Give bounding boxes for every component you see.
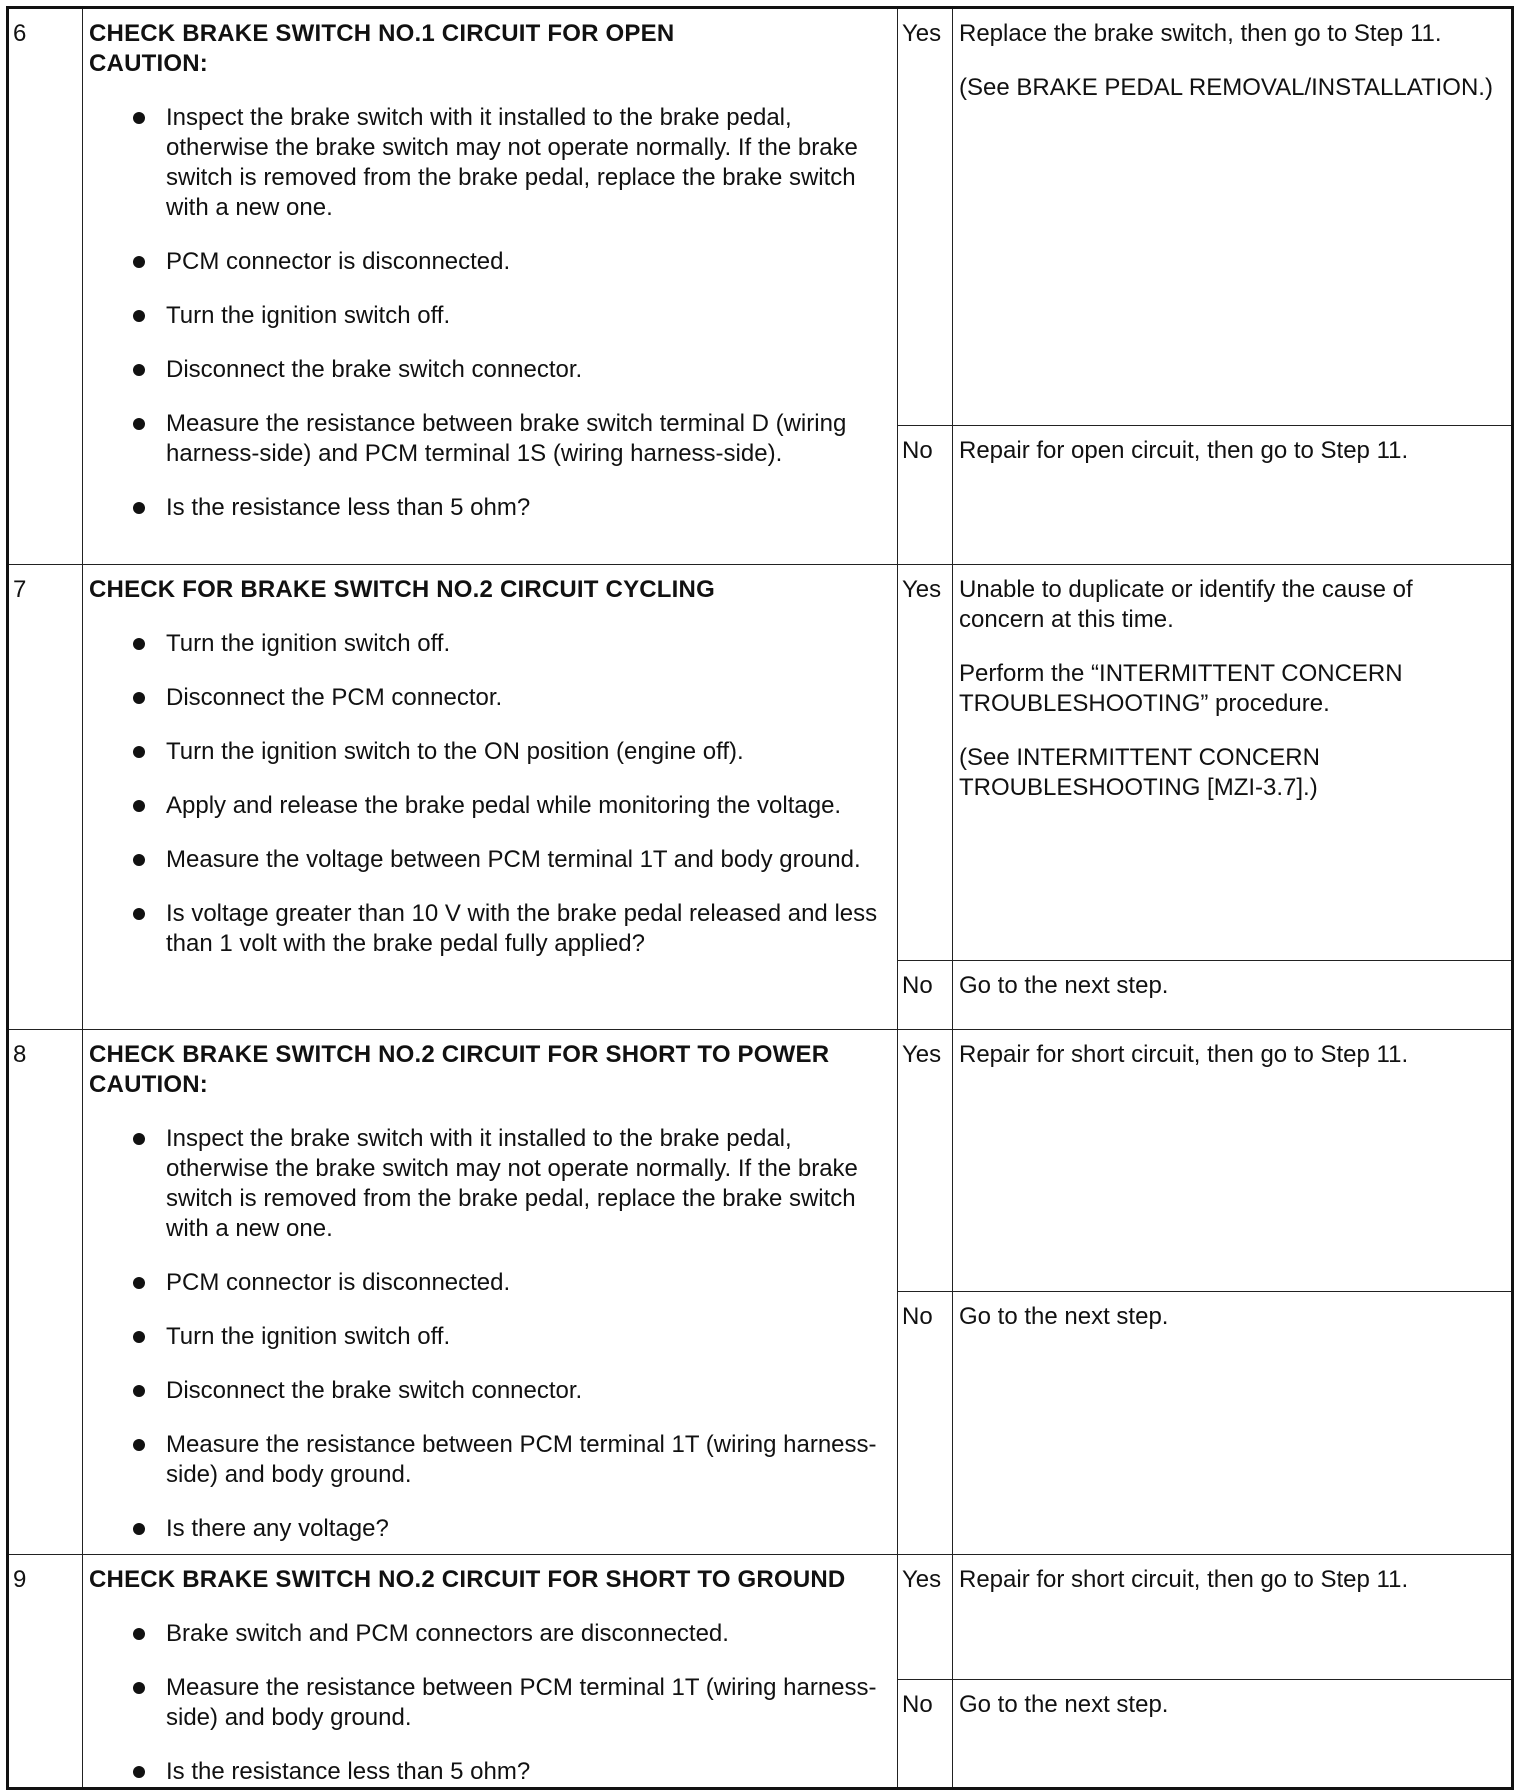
no-action-cell — [953, 426, 1513, 565]
step-title: CHECK BRAKE SWITCH NO.2 CIRCUIT FOR SHORT TO GROUND — [89, 1566, 846, 1593]
no-action-text: Repair for open circuit, then go to Step 11. — [959, 437, 1409, 464]
step-number: 7 — [8, 565, 83, 1030]
yes-label: Yes — [898, 8, 953, 426]
step-bullet-item: Inspect the brake switch with it installed to the brake pedal, otherwise the brake switch may not operate normally. If the brake switch is removed from the brake pedal, replace the brake switch with a new one. — [89, 103, 889, 223]
step-bullet-item: Turn the ignition switch off. — [89, 629, 889, 659]
step-bullet-item: Turn the ignition switch off. — [89, 1322, 889, 1352]
step-bullet-list — [89, 629, 889, 959]
step-bullet-item: Is voltage greater than 10 V with the brake pedal released and less than 1 volt with the brake pedal fully applied? — [89, 899, 889, 959]
caution-label: CAUTION: — [89, 1071, 208, 1098]
step-bullet-item: Turn the ignition switch off. — [89, 301, 889, 331]
step-bullet-list — [89, 1619, 889, 1787]
yes-action-cell — [953, 1555, 1513, 1680]
no-action-text: Go to the next step. — [959, 1690, 1169, 1718]
no-label: No — [898, 961, 953, 1030]
step-check-cell — [83, 1030, 898, 1555]
no-action-text: Go to the next step. — [959, 1303, 1169, 1330]
step-bullet-item: Turn the ignition switch to the ON position (engine off). — [89, 737, 889, 767]
step-bullet-item: Measure the resistance between PCM terminal 1T (wiring harness-side) and body ground. — [89, 1430, 889, 1490]
step-bullet-item: PCM connector is disconnected. — [89, 1268, 889, 1298]
step-check-cell — [83, 565, 898, 1030]
step-row-6-yes — [8, 8, 1513, 426]
step-row-8-yes — [8, 1030, 1513, 1292]
yes-label: Yes — [898, 565, 953, 961]
step-bullet-item: Measure the resistance between PCM terminal 1T (wiring harness-side) and body ground. — [89, 1673, 889, 1733]
step-bullet-item: Disconnect the brake switch connector. — [89, 355, 889, 385]
step-bullet-item: Measure the voltage between PCM terminal 1T and body ground. — [89, 845, 889, 875]
no-action-cell — [953, 1292, 1513, 1555]
troubleshooting-table — [6, 6, 1514, 1790]
yes-action-text: Repair for short circuit, then go to Step 11. — [959, 1041, 1409, 1068]
step-bullet-item: Apply and release the brake pedal while monitoring the voltage. — [89, 791, 889, 821]
no-action-cell — [953, 961, 1513, 1030]
step-check-cell — [83, 8, 898, 565]
caution-label: CAUTION: — [89, 50, 208, 77]
yes-action-text: Perform the “INTERMITTENT CONCERN TROUBLESHOOTING” procedure. — [959, 660, 1403, 717]
yes-action-text: Unable to duplicate or identify the cause of concern at this time. — [959, 576, 1413, 633]
step-title: CHECK BRAKE SWITCH NO.1 CIRCUIT FOR OPEN — [89, 20, 675, 47]
step-row-7-yes — [8, 565, 1513, 961]
step-bullet-item: Is the resistance less than 5 ohm? — [89, 493, 889, 523]
step-bullet-list — [89, 1124, 889, 1544]
step-bullet-item: Inspect the brake switch with it installed to the brake pedal, otherwise the brake switch may not operate normally. If the brake switch is removed from the brake pedal, replace the brake switch with a new one. — [89, 1124, 889, 1244]
step-bullet-item: Is there any voltage? — [89, 1514, 889, 1544]
yes-action-cell — [953, 565, 1513, 961]
step-bullet-item: Is the resistance less than 5 ohm? — [89, 1757, 889, 1787]
yes-action-text: Replace the brake switch, then go to Step 11. — [959, 20, 1442, 47]
no-label: No — [898, 1679, 953, 1788]
yes-label: Yes — [898, 1030, 953, 1292]
step-check-cell — [83, 1555, 898, 1789]
step-number: 6 — [8, 8, 83, 565]
step-title: CHECK BRAKE SWITCH NO.2 CIRCUIT FOR SHORT TO POWER — [89, 1041, 830, 1068]
step-bullet-item: PCM connector is disconnected. — [89, 247, 889, 277]
step-bullet-item: Brake switch and PCM connectors are disconnected. — [89, 1619, 889, 1649]
no-action-cell — [953, 1679, 1513, 1788]
step-bullet-list — [89, 103, 889, 523]
no-label: No — [898, 426, 953, 565]
no-label: No — [898, 1292, 953, 1555]
step-row-9-yes — [8, 1555, 1513, 1680]
step-number: 8 — [8, 1030, 83, 1555]
step-bullet-item: Measure the resistance between brake switch terminal D (wiring harness-side) and PCM terminal 1S (wiring harness-side). — [89, 409, 889, 469]
step-bullet-item: Disconnect the brake switch connector. — [89, 1376, 889, 1406]
step-number: 9 — [8, 1555, 83, 1789]
step-bullet-item: Disconnect the PCM connector. — [89, 683, 889, 713]
no-action-text: Go to the next step. — [959, 972, 1169, 999]
yes-action-text: (See BRAKE PEDAL REMOVAL/INSTALLATION.) — [959, 74, 1493, 101]
yes-action-text: (See INTERMITTENT CONCERN TROUBLESHOOTING [MZI-3.7].) — [959, 744, 1320, 801]
yes-action-text: Repair for short circuit, then go to Step 11. — [959, 1566, 1409, 1593]
yes-label: Yes — [898, 1555, 953, 1680]
step-title: CHECK FOR BRAKE SWITCH NO.2 CIRCUIT CYCLING — [89, 576, 715, 603]
yes-action-cell — [953, 1030, 1513, 1292]
yes-action-cell — [953, 8, 1513, 426]
